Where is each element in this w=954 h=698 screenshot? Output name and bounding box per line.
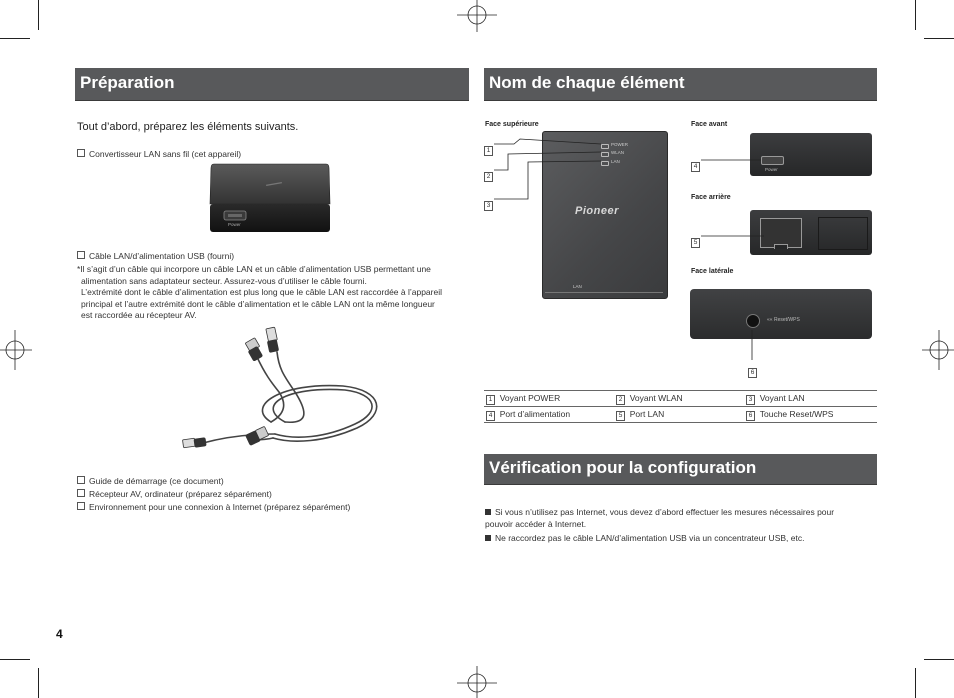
checkbox-icon [77,251,85,259]
callout-5: 5 [691,231,700,249]
device-power-label: Power [228,222,241,227]
checklist-item-cable: Câble LAN/d’alimentation USB (fourni) [77,251,234,263]
label-top-face: Face supérieure [485,121,539,128]
device-rear-view [750,210,872,255]
pioneer-logo: Pioneer [575,205,619,217]
checklist-after: Guide de démarrage (ce document) Récepteur AV, ordinateur (préparez séparément) Environnement pour une connexion à Internet (préparez séparément) [77,476,350,515]
callout-6: 6 [748,361,757,379]
verification-header [484,454,877,485]
verification-bullet-2: Ne raccordez pas le câble LAN/d’alimentation USB via un concentrateur USB, etc. [485,533,804,545]
lan-port-label: LAN [573,284,582,289]
led-wlan-label: WLAN [611,150,625,155]
preparation-intro: Tout d’abord, préparez les éléments suivants. [77,121,299,133]
device-illustration [208,162,332,234]
checkbox-icon [77,502,85,510]
lan-connector-top-icon [245,338,263,362]
page-number: 4 [56,627,63,641]
preparation-header [75,68,469,101]
label-side-face: Face latérale [691,268,734,275]
usb-connector-top-icon [266,327,279,353]
usb-connector-bottom-icon [183,437,207,448]
table-row: 1 Voyant POWER 2 Voyant WLAN 3 Voyant LAN [484,391,877,407]
bullet-icon [485,535,491,541]
verification-title: Vérification pour la configuration [489,458,757,477]
table-row: 4 Port d’alimentation 5 Port LAN 6 Touche Reset/WPS [484,407,877,423]
callout-lines [484,130,764,370]
bullet-icon [485,509,491,515]
checkbox-icon [77,149,85,157]
verification-bullet-1: Si vous n’utilisez pas Internet, vous devez d’abord effectuer les mesures nécessaires pour pouvoir accéder à Internet. [485,507,835,529]
label-front-face: Face avant [691,121,728,128]
checkbox-icon [77,476,85,484]
lan-connector-bottom-icon [245,426,269,446]
registration-mark-left [0,330,32,370]
registration-mark-top [457,0,497,32]
checklist-item-device: Convertisseur LAN sans fil (cet appareil) [77,149,241,161]
parts-table [484,390,877,423]
label-rear-face: Face arrière [691,194,731,201]
power-port-label: Power [765,167,778,172]
callout-1: 1 [484,139,493,157]
registration-mark-bottom [457,666,497,698]
preparation-title: Préparation [80,73,175,92]
led-power-label: POWER [611,142,629,147]
callout-4: 4 [691,155,700,173]
callout-3: 3 [484,194,493,212]
device-front-view [750,133,872,176]
checkbox-icon [77,489,85,497]
power-port-icon [761,156,784,165]
cable-illustration [175,322,400,470]
callout-2: 2 [484,165,493,183]
cable-note: *Il s’agit d’un câble qui incorpore un câble LAN et un câble d’alimentation USB permettant une alimentation sans adaptateur secteur. Assurez-vous d’utiliser le câble fourni. L’extrémité dont le câble d’alimentation est plus long que le câble LAN est raccordée à l’appareil principal et l’autre extrémité dont le câble d’alimentation et le câble LAN ont la même longueur est raccordée au récepteur AV. [77,264,442,320]
part-names-header [484,68,877,101]
part-names-title: Nom de chaque élément [489,73,685,92]
led-lan-label: LAN [611,159,620,164]
registration-mark-right [922,330,954,370]
reset-wps-label: «« Reset/WPS [767,317,800,323]
